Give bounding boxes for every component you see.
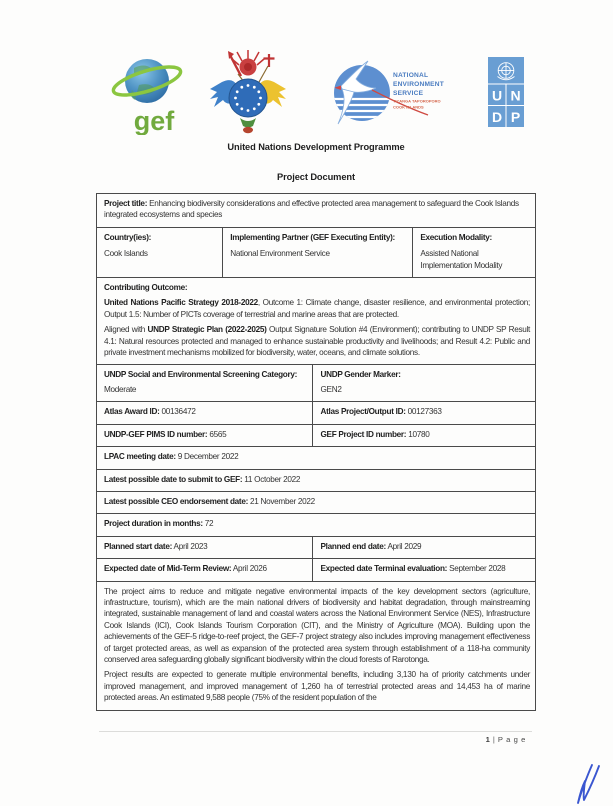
mid-term-value: April 2026 [232,564,267,574]
pacific-strategy-bold: United Nations Pacific Strategy 2018-2022 [104,298,258,308]
country-label: Country(ies): [104,232,152,242]
cell-submit-gef [97,470,535,491]
document-title: Project Document [277,172,355,182]
row-country-partner-modality [97,227,535,277]
strategic-plan-rest: Output Signature Solution #4 (Environment); contributing to UNDP SP Result 4.1: Natural resources protected and managed to enhance sustainable productivity and livelihoods; and Result 4.2: Public and private investment mechanisms mobilized for biodiversity, water, oceans, and climate solutions. [104,325,530,358]
atlas-award-label: Atlas Award ID: [104,407,160,417]
cell-project-description [97,582,535,710]
execution-modality-label: Execution Modality: [420,232,492,242]
base-ornament [243,127,253,133]
cell-ceo-endorsement [97,492,535,513]
cell-atlas-award [97,402,312,423]
duration-label: Project duration in months: [104,519,203,529]
ceo-endorsement-value: 21 November 2022 [250,496,315,506]
row-duration [97,513,535,535]
sesp-value: Moderate [104,384,137,394]
lpac-label: LPAC meeting date: [104,452,176,462]
contributing-outcome-p2 [104,324,530,358]
mid-term-label: Expected date of Mid-Term Review: [104,564,232,574]
base-leaves [240,118,256,128]
cell-contributing-outcome [97,278,535,364]
atlas-project-label: Atlas Project/Output ID: [320,407,406,417]
cell-execution-modality [412,228,535,277]
gender-marker-value: GEN2 [320,384,342,394]
contributing-outcome-label: Contributing Outcome: [104,283,188,293]
pims-value: 6565 [209,429,227,439]
row-ceo-endorsement [97,491,535,513]
row-contributing-outcome [97,277,535,364]
gender-marker-label: UNDP Gender Marker: [320,370,401,380]
description-paragraph-2: Project results are expected to generate multiple environmental benefits, including 3,130 ha of priority catchments under improved management, and improved management of 1,260 ha of terrestrial protected areas and 14,453 ha of marine protected areas. An estimated 9,588 people (75% of the resident population of the [104,670,530,703]
implementing-partner-label: Implementing Partner (GEF Executing Entity): [230,232,395,242]
cell-mid-term [97,559,312,580]
country-value: Cook Islands [104,249,148,259]
submit-gef-label: Latest possible date to submit to GEF: [104,474,243,484]
terminal-eval-value: September 2028 [449,564,506,574]
cell-project-title [97,194,535,227]
gef-logo [104,50,186,135]
cook-islands-coat-of-arms [206,46,290,136]
page-word: P a g e [497,735,526,744]
undp-letter-u: U [491,87,503,104]
row-review-dates [97,558,535,580]
atlas-project-value: 00127363 [407,407,442,417]
undp-logo [488,57,524,127]
gef-wordmark: gef [133,106,175,135]
staff-right [259,66,268,82]
duration-value: 72 [204,519,214,529]
row-lpac [97,446,535,468]
undp-letter-n: N [510,87,521,104]
cell-sesp [97,365,312,401]
row-project-title [97,194,535,227]
page-footer [96,735,526,744]
description-paragraph-1: The project aims to reduce and mitigate negative environmental impacts of the key development sectors (agriculture, infrastructure, tourism), which are the main national drivers of biodiversity and habitat degradation, through mainstreaming integrated, sustainable management of land and coastal waters across the National Environment Service (NES), Infrastructure Cook Islands (ICI), Cook Islands Tourism Corporation (CIT), and the Ministry of Agriculture (MOA). Building upon the achievements of the GEF-5 ridge-to-reef project, the GEF-7 project strategy also includes improving management effectiveness of target protected areas, as well as expansion of the protected area system through establishment of a 118-ha community conserved area safeguarding globally significant biodiversity within the cloud forests of Rarotonga. [104,586,530,664]
nes-name-line1: NATIONAL [393,72,429,79]
row-atlas-ids [97,401,535,423]
pims-label: UNDP-GEF PIMS ID number: [104,429,208,439]
terminal-eval-label: Expected date Terminal evaluation: [320,564,448,574]
cell-terminal-eval [312,559,535,580]
strategic-plan-pre: Aligned with [104,325,148,335]
start-date-value: April 2023 [173,541,208,551]
nes-name-line3: SERVICE [393,90,424,97]
cell-lpac [97,447,535,468]
gef-project-id-value: 10780 [408,429,430,439]
project-title-value: Enhancing biodiversity considerations and effective protected area management to safeguard the Cook Islands integrated ecosystems and species [104,199,519,220]
star-shield-icon [229,79,267,117]
project-info-table [96,193,536,711]
nes-logo [330,58,445,130]
row-planned-dates [97,536,535,558]
cross-icon [264,54,275,67]
organization-title: United Nations Development Programme [227,142,405,152]
atlas-award-value: 00136472 [161,407,196,417]
cell-implementing-partner [222,228,412,277]
end-date-label: Planned end date: [320,541,386,551]
cell-country [97,228,222,277]
row-pims-gefid [97,424,535,446]
contributing-outcome-p1 [104,297,530,320]
cell-duration [97,514,535,535]
undp-letter-p: P [510,109,521,125]
page-separator: | [492,735,495,744]
cell-atlas-project [312,402,535,423]
footer-divider [99,731,532,732]
lpac-value: 9 December 2022 [177,452,239,462]
cell-end-date [312,537,535,558]
nes-sub-line2: COOK ISLANDS [393,104,424,110]
cell-start-date [97,537,312,558]
nes-sub-line1: TU'ANGA TAPOROPORO [393,98,441,104]
cell-gef-project-id [312,425,535,446]
row-project-description [97,581,535,710]
project-title-label: Project title: [104,199,148,208]
cell-gender-marker [312,365,535,401]
implementing-partner-value: National Environment Service [230,249,330,259]
undp-letter-d: D [491,109,503,125]
row-submit-gef [97,469,535,491]
ceo-endorsement-label: Latest possible CEO endorsement date: [104,496,249,506]
start-date-label: Planned start date: [104,541,173,551]
headdress-icon [232,50,264,76]
sesp-label: UNDP Social and Environmental Screening Category: [104,370,298,380]
row-sesp-gender [97,364,535,401]
page-number: 1 [485,735,490,744]
execution-modality-value: Assisted National Implementation Modality [420,249,503,270]
strategic-plan-bold: UNDP Strategic Plan (2022-2025) [147,325,267,335]
nes-name-line2: ENVIRONMENT [393,81,444,88]
gef-globe-icon [111,59,184,103]
gef-project-id-label: GEF Project ID number: [320,429,407,439]
handwritten-initial-icon [568,762,606,806]
submit-gef-value: 11 October 2022 [244,474,301,484]
cell-pims [97,425,312,446]
pacific-strategy-rest: , Outcome 1: Climate change, disaster resilience, and environmental protection; Output 1.5: Number of PICTs coverage of terrestrial and marine areas that are protected. [104,298,530,319]
end-date-value: April 2029 [387,541,422,551]
